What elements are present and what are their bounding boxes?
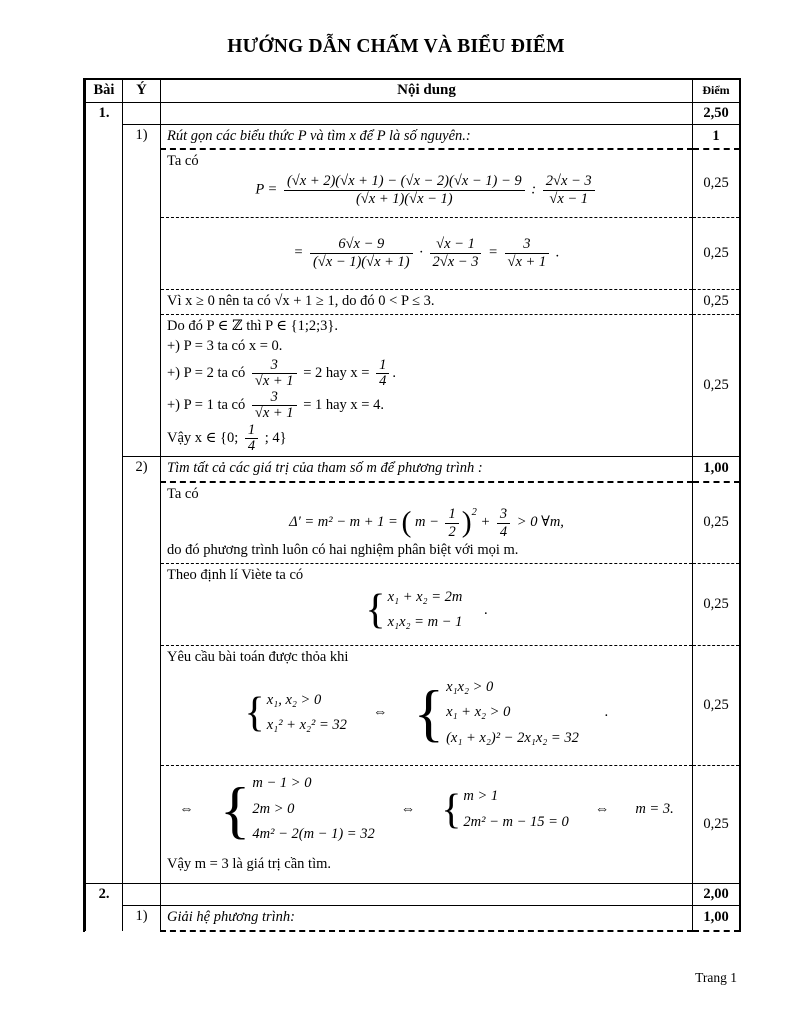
equation-system — [220, 773, 375, 846]
problem1-number-cell: 1. — [86, 102, 123, 883]
multiplication-dot: · — [419, 244, 423, 261]
fraction-numerator: √x − 1 — [430, 236, 482, 254]
equation-system — [413, 677, 578, 750]
system-lines — [446, 677, 579, 750]
equation-system — [441, 786, 569, 834]
system-line: x₁x₂ > 0 — [446, 678, 494, 695]
rubric-table — [85, 80, 740, 932]
empty-content-cell — [161, 883, 693, 905]
brace-symbol: { — [413, 677, 445, 749]
exponent: 2 — [471, 507, 477, 519]
score-cell: 0,25 — [693, 217, 740, 289]
fraction — [376, 358, 389, 389]
part1-row4-content — [161, 314, 693, 456]
score-cell: 0,25 — [693, 765, 740, 883]
conclusion-text: Vậy m = 3 là giá trị cần tìm. — [167, 856, 332, 873]
part1-row3-content: Vì x ≥ 0 nên ta có √x + 1 ≥ 1, do đó 0 < P ≤ 3. — [161, 289, 693, 314]
system-lines — [267, 690, 347, 738]
system-line: x₁, x₂ > 0 — [266, 691, 322, 708]
formula-segment: > 0 ∀m, — [516, 514, 564, 531]
left-paren: ( — [401, 507, 412, 540]
fraction — [252, 390, 297, 421]
rubric-table-wrap — [83, 78, 741, 932]
score-cell: 0,25 — [693, 314, 740, 456]
part2-row1 — [86, 482, 740, 564]
fraction — [505, 236, 550, 270]
part2-row2-content — [161, 563, 693, 645]
fraction-denominator: 4 — [379, 372, 387, 389]
column-header-noidung: Nội dung — [161, 80, 693, 102]
problem2-total-row — [86, 883, 740, 905]
part1-number-cell: 1) — [123, 124, 161, 456]
fraction — [543, 173, 595, 207]
part2-heading: Tìm tất cả các giá trị của tham số m để phương trình : — [161, 456, 693, 481]
part1-row4 — [86, 314, 740, 456]
score-cell: 0,25 — [693, 149, 740, 217]
part1-row2-content — [161, 217, 693, 289]
problem2-total-score: 2,00 — [693, 883, 740, 905]
part2-heading-row — [86, 456, 740, 481]
formula-delta — [167, 505, 686, 540]
conclusion-text: do đó phương trình luôn có hai nghiệm phân biệt với mọi m. — [167, 542, 519, 559]
fraction-denominator: √x + 1 — [254, 405, 294, 422]
empty-part-cell — [123, 883, 161, 905]
solution-systems — [167, 773, 686, 846]
iff-arrow: ⇔ — [594, 800, 610, 817]
line: +) P = 3 ta có x = 0. — [167, 338, 283, 355]
part1-row1 — [86, 149, 740, 217]
system-line: x₁ + x₂ > 0 — [446, 704, 511, 721]
part2-heading-score: 1,00 — [693, 456, 740, 481]
equals-sign: = — [293, 244, 304, 261]
system-lines — [252, 773, 374, 846]
iff-arrow: ⇔ — [372, 704, 388, 721]
p2-part1-heading-score: 1,00 — [693, 905, 740, 930]
line: Do đó P ∈ ℤ thì P ∈ {1;2;3}. — [167, 317, 338, 334]
fraction-numerator: 1 — [445, 506, 458, 524]
fraction — [430, 236, 482, 270]
fraction-denominator: 4 — [499, 523, 508, 540]
right-paren: ) — [461, 507, 472, 540]
brace-symbol: { — [365, 587, 386, 634]
formula-simplify — [167, 236, 686, 270]
brace-symbol: { — [441, 786, 462, 833]
fraction-numerator: 3 — [252, 358, 297, 374]
fraction-denominator: √x + 1 — [254, 372, 294, 389]
fraction-denominator: √x − 1 — [549, 190, 589, 207]
part2-row4 — [86, 765, 740, 883]
page-title: HƯỚNG DẪN CHẤM VÀ BIỂU ĐIỂM — [227, 36, 565, 57]
period: . — [483, 601, 488, 618]
equation-system — [245, 690, 347, 738]
fraction-denominator: 2 — [448, 523, 456, 540]
iff-arrow: ⇔ — [400, 800, 416, 817]
header-row — [86, 80, 740, 102]
empty-content-cell — [161, 102, 693, 124]
fraction-numerator: 1 — [376, 358, 389, 374]
problem2-number-cell: 2. — [86, 883, 123, 930]
result: m = 3. — [635, 800, 674, 817]
system-line: 2m > 0 — [252, 800, 295, 817]
fraction — [245, 423, 258, 454]
formula-lhs: P = — [255, 181, 278, 198]
fraction-denominator: (√x + 1)(√x − 1) — [355, 190, 453, 207]
p2-part1-heading: Giải hệ phương trình: — [161, 905, 693, 930]
part1-row1-content — [161, 149, 693, 217]
part1-row2 — [86, 217, 740, 289]
fraction-numerator: 6√x − 9 — [310, 236, 413, 254]
system-line: m − 1 > 0 — [252, 774, 312, 791]
empty-part-cell — [123, 102, 161, 124]
part2-row3 — [86, 645, 740, 765]
fraction — [497, 506, 510, 540]
line — [167, 358, 686, 389]
system-lines — [463, 786, 568, 834]
system-line: x₁x₂ = m − 1 — [387, 614, 463, 631]
fraction-numerator: 3 — [505, 236, 550, 254]
system-lines — [388, 587, 463, 635]
fraction-denominator: 4 — [247, 437, 256, 454]
intro-text: Theo định lí Viète ta có — [167, 566, 304, 583]
fraction — [252, 358, 297, 389]
division-colon: : — [531, 181, 537, 198]
score-cell: 0,25 — [693, 563, 740, 645]
part1-row3 — [86, 289, 740, 314]
part2-row4-content — [161, 765, 693, 883]
part2-row3-content — [161, 645, 693, 765]
text-segment: = 1 hay x = 4. — [303, 397, 384, 414]
period: . — [555, 244, 560, 261]
line — [167, 390, 686, 421]
fraction-numerator: 3 — [252, 390, 297, 406]
text-segment: +) P = 1 ta có — [167, 397, 246, 414]
fraction — [284, 173, 525, 207]
viete-system — [167, 587, 686, 635]
system-line: x₁ + x₂ = 2m — [387, 588, 463, 605]
text-segment: = 2 hay x = — [303, 364, 370, 381]
part2-row2 — [86, 563, 740, 645]
fraction-denominator: (√x − 1)(√x + 1) — [312, 253, 410, 270]
text-segment: Vậy x ∈ {0; — [167, 429, 239, 446]
plus-sign: + — [480, 514, 491, 531]
fraction — [310, 236, 413, 270]
brace-symbol: { — [219, 773, 251, 845]
column-header-bai: Bài — [86, 80, 123, 102]
formula-P — [167, 173, 686, 207]
part1-heading: Rút gọn các biểu thức P và tìm x để P là số nguyên.: — [161, 124, 693, 149]
fraction-numerator: 2√x − 3 — [543, 173, 595, 191]
fraction-denominator: √x + 1 — [507, 253, 547, 270]
part2-row1-content — [161, 482, 693, 564]
equation-system — [365, 587, 462, 635]
fraction-denominator: 2√x − 3 — [432, 253, 479, 270]
system-line: m > 1 — [463, 787, 499, 804]
intro-text: Ta có — [167, 153, 199, 170]
score-cell: 0,25 — [693, 645, 740, 765]
period: . — [604, 704, 609, 721]
intro-text: Ta có — [167, 485, 199, 502]
fraction-numerator: (√x + 2)(√x + 1) − (√x − 2)(√x − 1) − 9 — [284, 173, 525, 191]
score-cell: 0,25 — [693, 289, 740, 314]
page-footer: Trang 1 — [695, 970, 737, 985]
p2-part1-number-cell: 1) — [123, 905, 161, 930]
fraction — [445, 506, 458, 540]
system-line: 4m² − 2(m − 1) = 32 — [252, 826, 375, 843]
problem1-total-score: 2,50 — [693, 102, 740, 124]
intro-text: Yêu cầu bài toán được thỏa khi — [167, 648, 349, 665]
condition-systems — [167, 677, 686, 750]
line — [167, 423, 686, 454]
score-cell: 0,25 — [693, 482, 740, 564]
part1-heading-row — [86, 124, 740, 149]
text-segment: ; 4} — [264, 429, 287, 446]
column-header-diem: Điểm — [693, 80, 740, 102]
equals-sign: = — [488, 244, 498, 261]
formula-segment: m − — [414, 514, 439, 531]
text-segment: +) P = 2 ta có — [167, 364, 246, 381]
iff-arrow: ⇔ — [179, 800, 194, 817]
system-line: (x₁ + x₂)² − 2x₁x₂ = 32 — [446, 730, 579, 747]
column-header-y: Ý — [123, 80, 161, 102]
system-line: 2m² − m − 15 = 0 — [463, 813, 569, 830]
period: . — [392, 364, 396, 381]
fraction-numerator: 1 — [245, 423, 258, 439]
formula-segment: Δ′ = m² − m + 1 = — [289, 514, 398, 531]
fraction-numerator: 3 — [497, 506, 510, 524]
system-line: x₁² + x₂² = 32 — [266, 717, 347, 734]
part2-number-cell: 2) — [123, 456, 161, 883]
problem1-total-row — [86, 102, 740, 124]
part1-heading-score: 1 — [693, 124, 740, 149]
p2-part1-heading-row — [86, 905, 740, 930]
brace-symbol: { — [244, 690, 265, 737]
